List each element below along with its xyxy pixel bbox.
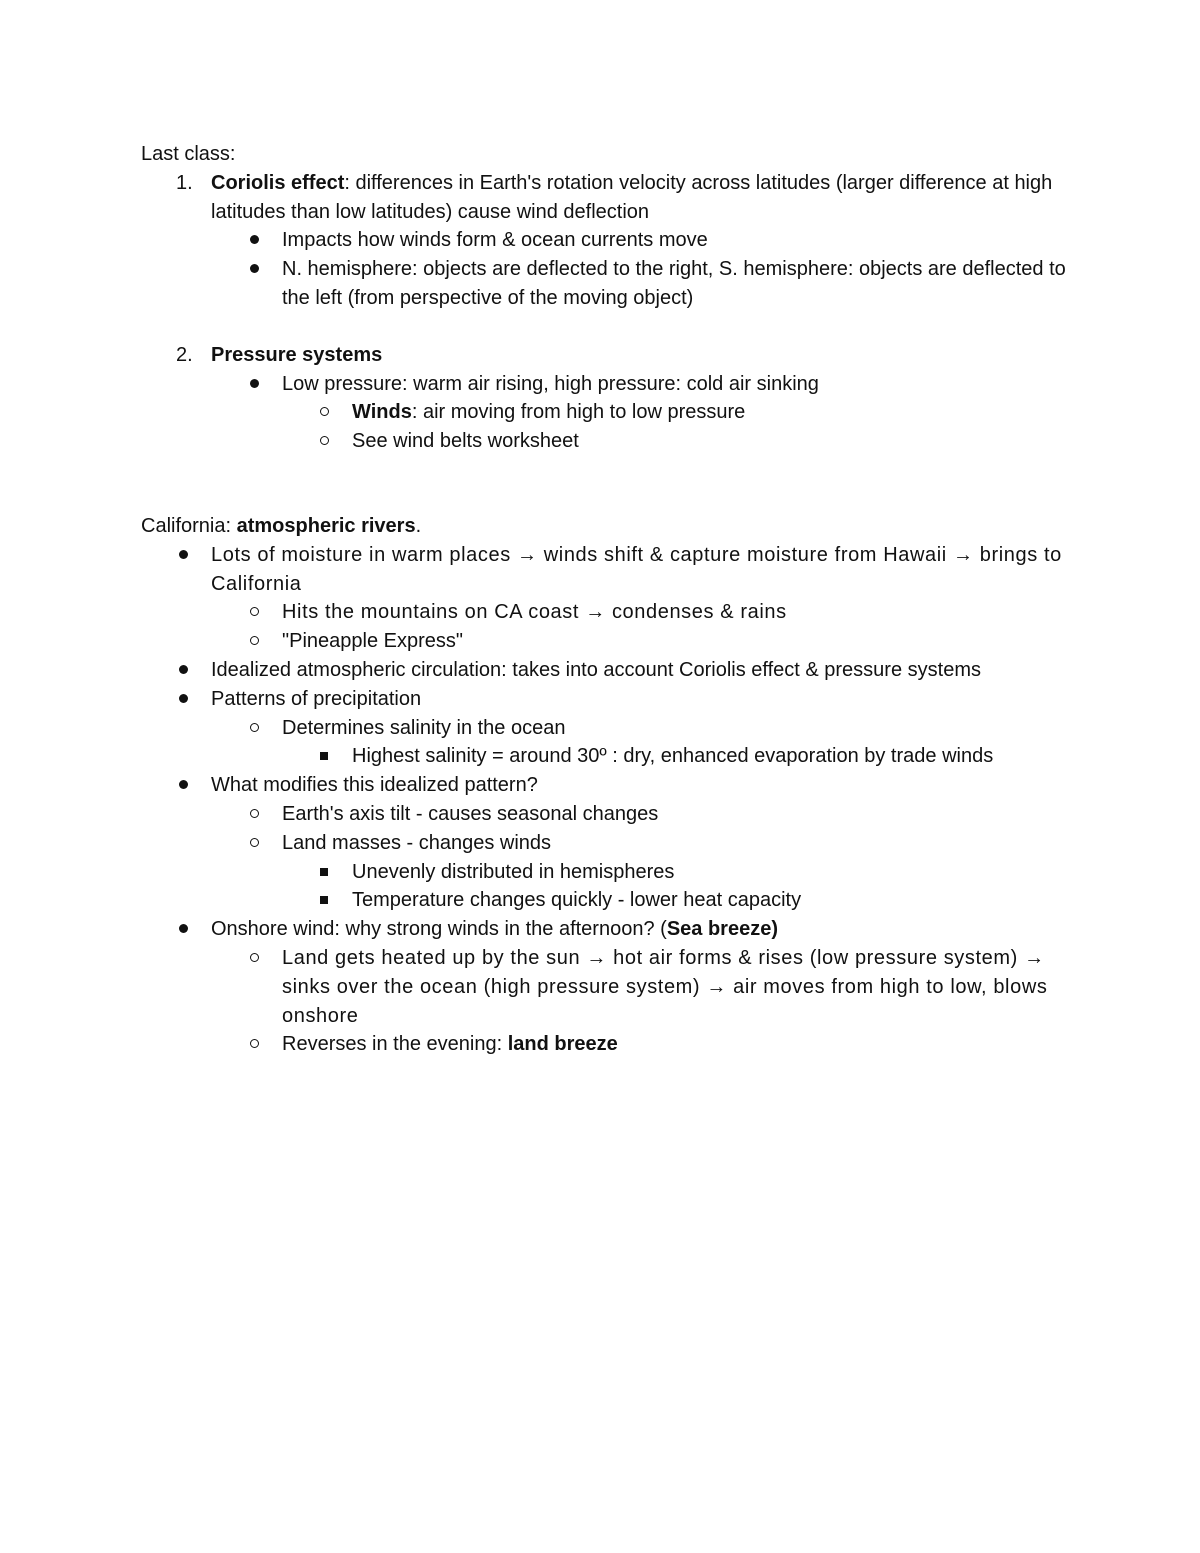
list-item: Low pressure: warm air rising, high pressure: cold air sinking bbox=[141, 370, 1071, 399]
bullet-disc-icon bbox=[179, 665, 188, 674]
list-item: Temperature changes quickly - lower heat capacity bbox=[141, 886, 1071, 915]
list-item: See wind belts worksheet bbox=[141, 427, 1071, 456]
list-item: Unevenly distributed in hemispheres bbox=[141, 858, 1071, 887]
list-item: Idealized atmospheric circulation: takes into account Coriolis effect & pressure systems bbox=[141, 656, 1071, 685]
bullet-square-icon bbox=[320, 896, 328, 904]
list-item: Land masses - changes winds bbox=[141, 829, 1071, 858]
list-item: Determines salinity in the ocean bbox=[141, 714, 1071, 743]
pressure-systems-term: Pressure systems bbox=[211, 343, 383, 366]
bullet-disc-icon bbox=[179, 924, 188, 933]
list-item: Reverses in the evening: land breeze bbox=[141, 1030, 1071, 1059]
bullet-disc-icon bbox=[250, 235, 259, 244]
bullet-square-icon bbox=[320, 752, 328, 760]
last-class-heading: Last class: bbox=[141, 143, 236, 165]
list-item: Impacts how winds form & ocean currents move bbox=[141, 226, 1071, 255]
pressure-systems-item bbox=[141, 341, 1071, 370]
bullet-circle-icon bbox=[250, 636, 259, 645]
bullet-disc-icon bbox=[179, 694, 188, 703]
list-item: What modifies this idealized pattern? bbox=[141, 771, 1071, 800]
list-item: Lots of moisture in warm places → winds shift & capture moisture from Hawaii → brings to California bbox=[141, 541, 1071, 599]
coriolis-term: Coriolis effect bbox=[211, 171, 345, 194]
coriolis-item bbox=[141, 169, 1071, 227]
bullet-disc-icon bbox=[179, 780, 188, 789]
bullet-circle-icon bbox=[250, 838, 259, 847]
bullet-circle-icon bbox=[250, 723, 259, 732]
list-item: "Pineapple Express" bbox=[141, 627, 1071, 656]
list-item: Highest salinity = around 30º : dry, enhanced evaporation by trade winds bbox=[141, 742, 1071, 771]
bullet-square-icon bbox=[320, 868, 328, 876]
california-heading: California: atmospheric rivers. bbox=[141, 514, 422, 537]
bullet-circle-icon bbox=[250, 1039, 259, 1048]
coriolis-text: : differences in Earth's rotation velocity across latitudes (larger difference at high latitudes than low latitudes) cause wind deflection bbox=[211, 171, 1053, 223]
bullet-circle-icon bbox=[250, 809, 259, 818]
list-item: Patterns of precipitation bbox=[141, 685, 1071, 714]
list-item: Hits the mountains on CA coast → condenses & rains bbox=[141, 598, 1071, 627]
list-item: Onshore wind: why strong winds in the afternoon? (Sea breeze) bbox=[141, 915, 1071, 944]
list-item: N. hemisphere: objects are deflected to the right, S. hemisphere: objects are deflected to the left (from perspective of the moving object) bbox=[141, 255, 1071, 313]
list-item: Winds: air moving from high to low pressure bbox=[141, 398, 1071, 427]
bullet-circle-icon bbox=[250, 953, 259, 962]
bullet-circle-icon bbox=[250, 607, 259, 616]
list-number: 1. bbox=[176, 171, 193, 194]
bullet-disc-icon bbox=[179, 550, 188, 559]
bullet-disc-icon bbox=[250, 379, 259, 388]
bullet-circle-icon bbox=[320, 407, 329, 416]
bullet-circle-icon bbox=[320, 436, 329, 445]
document-page bbox=[141, 140, 1071, 1059]
list-item: Land gets heated up by the sun → hot air forms & rises (low pressure system) → sinks over the ocean (high pressure system) → air moves from high to low, blows onshore bbox=[141, 944, 1071, 1030]
list-number: 2. bbox=[176, 343, 193, 366]
list-item: Earth's axis tilt - causes seasonal changes bbox=[141, 800, 1071, 829]
bullet-disc-icon bbox=[250, 264, 259, 273]
